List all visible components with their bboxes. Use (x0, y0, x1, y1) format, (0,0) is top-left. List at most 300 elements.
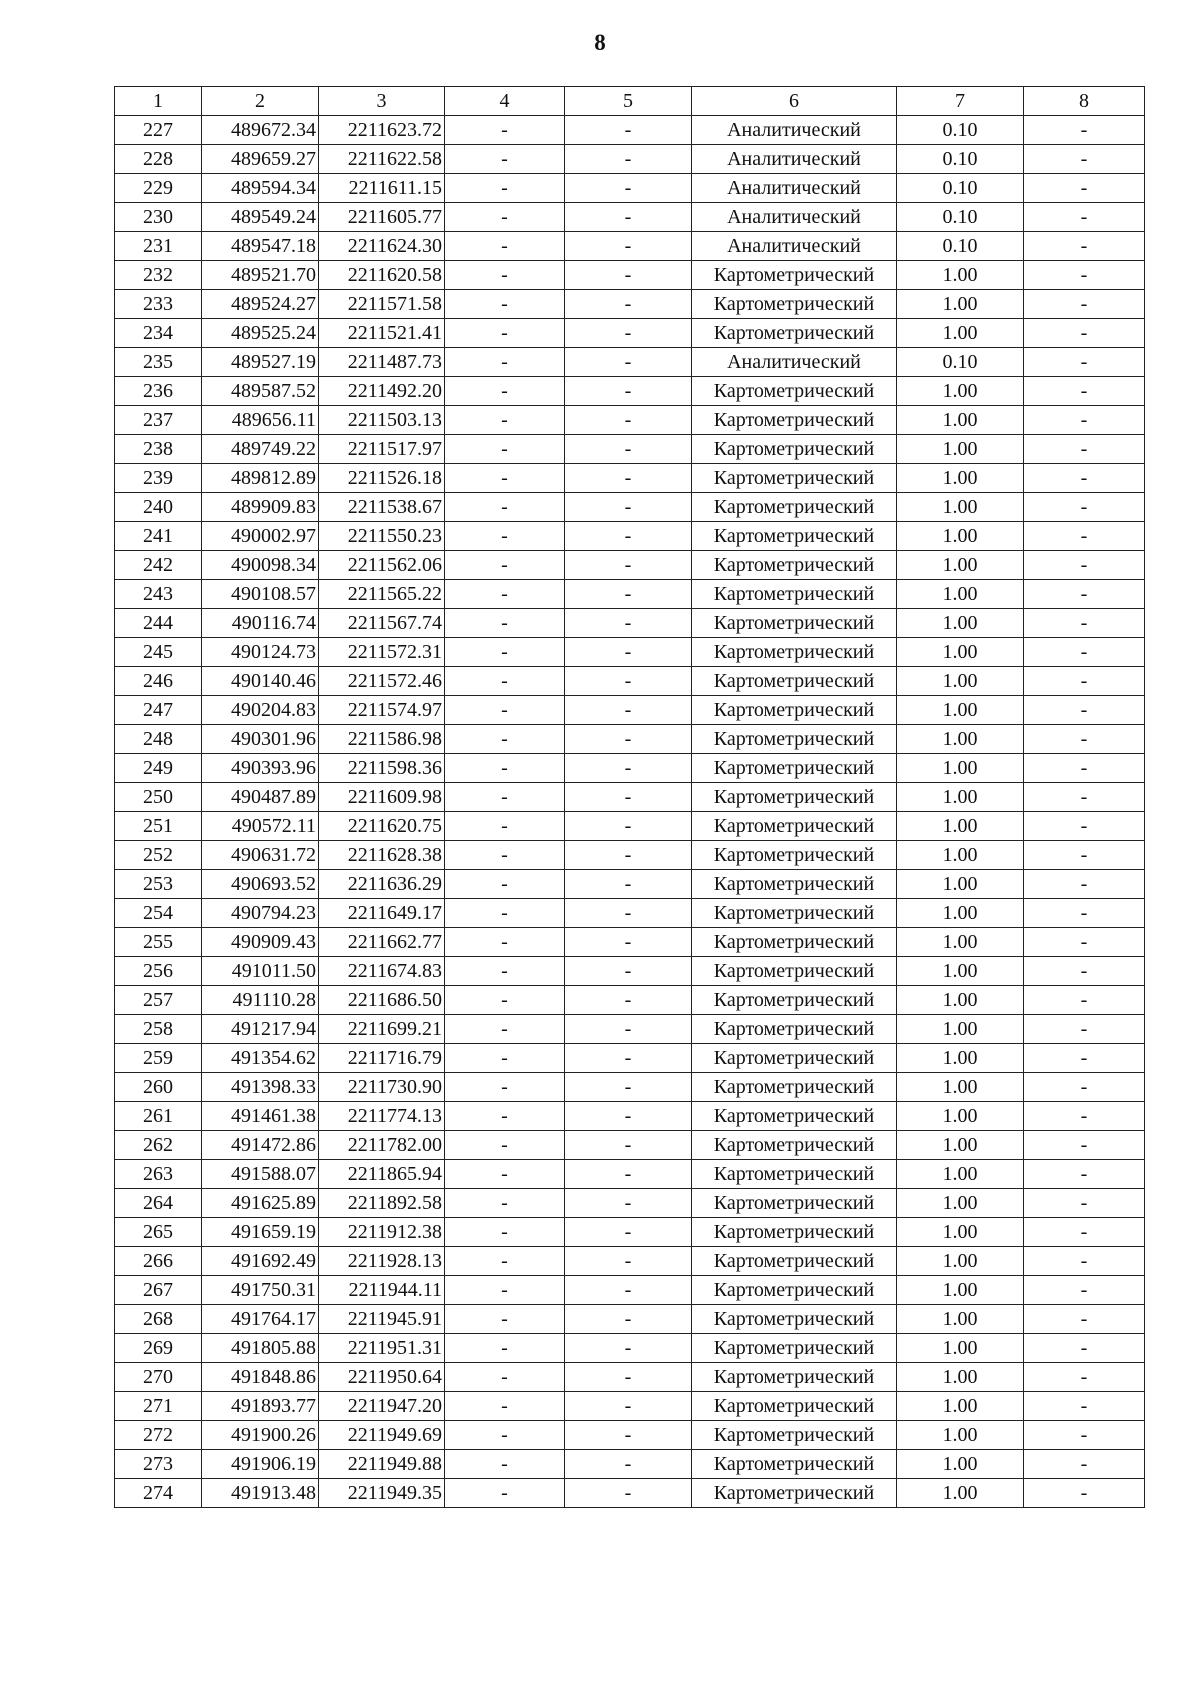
column-5-cell: - (565, 493, 692, 522)
method-cell: Картометрический (692, 377, 897, 406)
y-coordinate-cell: 2211949.88 (319, 1450, 445, 1479)
column-header: 4 (445, 87, 565, 116)
column-5-cell: - (565, 464, 692, 493)
column-4-cell: - (445, 203, 565, 232)
x-coordinate-cell: 491805.88 (202, 1334, 319, 1363)
x-coordinate-cell: 491913.48 (202, 1479, 319, 1508)
column-5-cell: - (565, 928, 692, 957)
column-5-cell: - (565, 899, 692, 928)
column-5-cell: - (565, 696, 692, 725)
method-cell: Картометрический (692, 1363, 897, 1392)
x-coordinate-cell: 491659.19 (202, 1218, 319, 1247)
point-number-cell: 232 (115, 261, 202, 290)
column-header: 1 (115, 87, 202, 116)
table-row (115, 1276, 1145, 1305)
table-row (115, 928, 1145, 957)
precision-cell: 1.00 (897, 928, 1024, 957)
x-coordinate-cell: 491906.19 (202, 1450, 319, 1479)
y-coordinate-cell: 2211503.13 (319, 406, 445, 435)
x-coordinate-cell: 490794.23 (202, 899, 319, 928)
column-5-cell: - (565, 812, 692, 841)
column-4-cell: - (445, 116, 565, 145)
column-8-cell: - (1024, 1363, 1145, 1392)
method-cell: Аналитический (692, 116, 897, 145)
table-row (115, 319, 1145, 348)
column-5-cell: - (565, 1363, 692, 1392)
column-8-cell: - (1024, 1305, 1145, 1334)
table-row (115, 1189, 1145, 1218)
column-8-cell: - (1024, 638, 1145, 667)
point-number-cell: 247 (115, 696, 202, 725)
point-number-cell: 246 (115, 667, 202, 696)
method-cell: Картометрический (692, 1479, 897, 1508)
table-row (115, 783, 1145, 812)
method-cell: Картометрический (692, 406, 897, 435)
x-coordinate-cell: 489656.11 (202, 406, 319, 435)
column-4-cell: - (445, 406, 565, 435)
column-5-cell: - (565, 1450, 692, 1479)
precision-cell: 1.00 (897, 580, 1024, 609)
point-number-cell: 268 (115, 1305, 202, 1334)
column-4-cell: - (445, 841, 565, 870)
x-coordinate-cell: 489812.89 (202, 464, 319, 493)
table-row (115, 899, 1145, 928)
column-8-cell: - (1024, 1421, 1145, 1450)
precision-cell: 1.00 (897, 696, 1024, 725)
method-cell: Картометрический (692, 1015, 897, 1044)
column-4-cell: - (445, 899, 565, 928)
column-5-cell: - (565, 203, 692, 232)
method-cell: Картометрический (692, 319, 897, 348)
x-coordinate-cell: 490631.72 (202, 841, 319, 870)
table-row (115, 261, 1145, 290)
point-number-cell: 266 (115, 1247, 202, 1276)
x-coordinate-cell: 490002.97 (202, 522, 319, 551)
precision-cell: 1.00 (897, 870, 1024, 899)
column-8-cell: - (1024, 1450, 1145, 1479)
precision-cell: 0.10 (897, 232, 1024, 261)
point-number-cell: 258 (115, 1015, 202, 1044)
y-coordinate-cell: 2211622.58 (319, 145, 445, 174)
table-row (115, 580, 1145, 609)
method-cell: Картометрический (692, 1450, 897, 1479)
precision-cell: 1.00 (897, 522, 1024, 551)
column-4-cell: - (445, 1305, 565, 1334)
column-8-cell: - (1024, 406, 1145, 435)
column-4-cell: - (445, 1363, 565, 1392)
x-coordinate-cell: 491110.28 (202, 986, 319, 1015)
column-8-cell: - (1024, 116, 1145, 145)
method-cell: Аналитический (692, 348, 897, 377)
method-cell: Картометрический (692, 435, 897, 464)
column-4-cell: - (445, 754, 565, 783)
precision-cell: 1.00 (897, 899, 1024, 928)
column-5-cell: - (565, 957, 692, 986)
x-coordinate-cell: 490204.83 (202, 696, 319, 725)
column-8-cell: - (1024, 1015, 1145, 1044)
column-4-cell: - (445, 725, 565, 754)
precision-cell: 1.00 (897, 377, 1024, 406)
column-4-cell: - (445, 1450, 565, 1479)
column-4-cell: - (445, 522, 565, 551)
precision-cell: 0.10 (897, 203, 1024, 232)
column-8-cell: - (1024, 754, 1145, 783)
table-row (115, 1363, 1145, 1392)
column-4-cell: - (445, 377, 565, 406)
table-row (115, 1131, 1145, 1160)
y-coordinate-cell: 2211945.91 (319, 1305, 445, 1334)
column-4-cell: - (445, 1479, 565, 1508)
x-coordinate-cell: 491011.50 (202, 957, 319, 986)
x-coordinate-cell: 491900.26 (202, 1421, 319, 1450)
point-number-cell: 254 (115, 899, 202, 928)
point-number-cell: 237 (115, 406, 202, 435)
column-5-cell: - (565, 1189, 692, 1218)
column-8-cell: - (1024, 957, 1145, 986)
y-coordinate-cell: 2211565.22 (319, 580, 445, 609)
point-number-cell: 230 (115, 203, 202, 232)
column-5-cell: - (565, 1015, 692, 1044)
precision-cell: 1.00 (897, 1015, 1024, 1044)
column-4-cell: - (445, 986, 565, 1015)
x-coordinate-cell: 491472.86 (202, 1131, 319, 1160)
x-coordinate-cell: 490140.46 (202, 667, 319, 696)
x-coordinate-cell: 490393.96 (202, 754, 319, 783)
column-8-cell: - (1024, 870, 1145, 899)
precision-cell: 1.00 (897, 1247, 1024, 1276)
point-number-cell: 259 (115, 1044, 202, 1073)
precision-cell: 1.00 (897, 1131, 1024, 1160)
precision-cell: 1.00 (897, 464, 1024, 493)
column-4-cell: - (445, 435, 565, 464)
column-4-cell: - (445, 1189, 565, 1218)
y-coordinate-cell: 2211521.41 (319, 319, 445, 348)
method-cell: Картометрический (692, 464, 897, 493)
method-cell: Картометрический (692, 812, 897, 841)
column-4-cell: - (445, 1276, 565, 1305)
column-5-cell: - (565, 725, 692, 754)
point-number-cell: 252 (115, 841, 202, 870)
precision-cell: 1.00 (897, 1189, 1024, 1218)
column-4-cell: - (445, 609, 565, 638)
column-4-cell: - (445, 1044, 565, 1073)
column-4-cell: - (445, 928, 565, 957)
column-8-cell: - (1024, 319, 1145, 348)
point-number-cell: 260 (115, 1073, 202, 1102)
precision-cell: 1.00 (897, 725, 1024, 754)
coordinates-table (114, 86, 1145, 1508)
column-8-cell: - (1024, 609, 1145, 638)
point-number-cell: 269 (115, 1334, 202, 1363)
precision-cell: 1.00 (897, 1276, 1024, 1305)
column-4-cell: - (445, 1421, 565, 1450)
table-row (115, 957, 1145, 986)
column-4-cell: - (445, 1073, 565, 1102)
column-8-cell: - (1024, 435, 1145, 464)
point-number-cell: 271 (115, 1392, 202, 1421)
method-cell: Картометрический (692, 609, 897, 638)
column-5-cell: - (565, 522, 692, 551)
precision-cell: 1.00 (897, 609, 1024, 638)
x-coordinate-cell: 489549.24 (202, 203, 319, 232)
column-4-cell: - (445, 580, 565, 609)
precision-cell: 1.00 (897, 667, 1024, 696)
column-4-cell: - (445, 638, 565, 667)
x-coordinate-cell: 491461.38 (202, 1102, 319, 1131)
point-number-cell: 238 (115, 435, 202, 464)
point-number-cell: 250 (115, 783, 202, 812)
column-4-cell: - (445, 1160, 565, 1189)
column-5-cell: - (565, 667, 692, 696)
y-coordinate-cell: 2211662.77 (319, 928, 445, 957)
precision-cell: 1.00 (897, 290, 1024, 319)
x-coordinate-cell: 490572.11 (202, 812, 319, 841)
column-5-cell: - (565, 1305, 692, 1334)
column-8-cell: - (1024, 812, 1145, 841)
method-cell: Картометрический (692, 1305, 897, 1334)
y-coordinate-cell: 2211730.90 (319, 1073, 445, 1102)
column-8-cell: - (1024, 464, 1145, 493)
column-4-cell: - (445, 1131, 565, 1160)
column-5-cell: - (565, 116, 692, 145)
column-8-cell: - (1024, 986, 1145, 1015)
y-coordinate-cell: 2211949.35 (319, 1479, 445, 1508)
precision-cell: 0.10 (897, 145, 1024, 174)
point-number-cell: 248 (115, 725, 202, 754)
column-8-cell: - (1024, 348, 1145, 377)
point-number-cell: 264 (115, 1189, 202, 1218)
column-8-cell: - (1024, 1479, 1145, 1508)
column-5-cell: - (565, 754, 692, 783)
x-coordinate-cell: 490098.34 (202, 551, 319, 580)
table-body (115, 116, 1145, 1508)
column-8-cell: - (1024, 1131, 1145, 1160)
table-row (115, 1073, 1145, 1102)
point-number-cell: 255 (115, 928, 202, 957)
column-8-cell: - (1024, 1334, 1145, 1363)
x-coordinate-cell: 490301.96 (202, 725, 319, 754)
point-number-cell: 229 (115, 174, 202, 203)
precision-cell: 1.00 (897, 1334, 1024, 1363)
column-5-cell: - (565, 870, 692, 899)
point-number-cell: 244 (115, 609, 202, 638)
precision-cell: 1.00 (897, 1450, 1024, 1479)
table-row (115, 609, 1145, 638)
column-4-cell: - (445, 348, 565, 377)
table-row (115, 870, 1145, 899)
column-8-cell: - (1024, 899, 1145, 928)
column-8-cell: - (1024, 580, 1145, 609)
point-number-cell: 262 (115, 1131, 202, 1160)
point-number-cell: 228 (115, 145, 202, 174)
column-5-cell: - (565, 145, 692, 174)
column-5-cell: - (565, 1334, 692, 1363)
method-cell: Картометрический (692, 1392, 897, 1421)
y-coordinate-cell: 2211949.69 (319, 1421, 445, 1450)
column-5-cell: - (565, 232, 692, 261)
column-5-cell: - (565, 841, 692, 870)
precision-cell: 1.00 (897, 319, 1024, 348)
column-8-cell: - (1024, 377, 1145, 406)
column-5-cell: - (565, 1218, 692, 1247)
y-coordinate-cell: 2211686.50 (319, 986, 445, 1015)
y-coordinate-cell: 2211550.23 (319, 522, 445, 551)
column-4-cell: - (445, 493, 565, 522)
column-5-cell: - (565, 290, 692, 319)
column-8-cell: - (1024, 203, 1145, 232)
precision-cell: 1.00 (897, 435, 1024, 464)
method-cell: Аналитический (692, 203, 897, 232)
precision-cell: 1.00 (897, 551, 1024, 580)
precision-cell: 1.00 (897, 1218, 1024, 1247)
table-row (115, 841, 1145, 870)
column-5-cell: - (565, 1044, 692, 1073)
precision-cell: 1.00 (897, 957, 1024, 986)
column-5-cell: - (565, 580, 692, 609)
x-coordinate-cell: 489587.52 (202, 377, 319, 406)
x-coordinate-cell: 491692.49 (202, 1247, 319, 1276)
x-coordinate-cell: 491217.94 (202, 1015, 319, 1044)
column-8-cell: - (1024, 1392, 1145, 1421)
point-number-cell: 256 (115, 957, 202, 986)
point-number-cell: 235 (115, 348, 202, 377)
y-coordinate-cell: 2211605.77 (319, 203, 445, 232)
column-5-cell: - (565, 1247, 692, 1276)
point-number-cell: 233 (115, 290, 202, 319)
column-8-cell: - (1024, 928, 1145, 957)
method-cell: Аналитический (692, 232, 897, 261)
column-4-cell: - (445, 783, 565, 812)
table-row (115, 232, 1145, 261)
table-row (115, 290, 1145, 319)
point-number-cell: 272 (115, 1421, 202, 1450)
column-4-cell: - (445, 319, 565, 348)
method-cell: Картометрический (692, 1247, 897, 1276)
precision-cell: 1.00 (897, 986, 1024, 1015)
method-cell: Картометрический (692, 1102, 897, 1131)
column-4-cell: - (445, 464, 565, 493)
point-number-cell: 239 (115, 464, 202, 493)
precision-cell: 1.00 (897, 783, 1024, 812)
column-4-cell: - (445, 870, 565, 899)
x-coordinate-cell: 491625.89 (202, 1189, 319, 1218)
method-cell: Картометрический (692, 783, 897, 812)
column-8-cell: - (1024, 667, 1145, 696)
column-8-cell: - (1024, 1247, 1145, 1276)
column-5-cell: - (565, 1073, 692, 1102)
method-cell: Картометрический (692, 957, 897, 986)
x-coordinate-cell: 491588.07 (202, 1160, 319, 1189)
method-cell: Картометрический (692, 1131, 897, 1160)
column-5-cell: - (565, 348, 692, 377)
table-row (115, 725, 1145, 754)
point-number-cell: 273 (115, 1450, 202, 1479)
table-row (115, 1044, 1145, 1073)
column-8-cell: - (1024, 1189, 1145, 1218)
column-8-cell: - (1024, 174, 1145, 203)
x-coordinate-cell: 489547.18 (202, 232, 319, 261)
point-number-cell: 274 (115, 1479, 202, 1508)
column-8-cell: - (1024, 1102, 1145, 1131)
x-coordinate-cell: 490108.57 (202, 580, 319, 609)
y-coordinate-cell: 2211782.00 (319, 1131, 445, 1160)
column-8-cell: - (1024, 696, 1145, 725)
point-number-cell: 253 (115, 870, 202, 899)
method-cell: Картометрический (692, 841, 897, 870)
column-8-cell: - (1024, 232, 1145, 261)
x-coordinate-cell: 489525.24 (202, 319, 319, 348)
column-4-cell: - (445, 1334, 565, 1363)
method-cell: Картометрический (692, 754, 897, 783)
method-cell: Картометрический (692, 696, 897, 725)
column-5-cell: - (565, 406, 692, 435)
precision-cell: 1.00 (897, 841, 1024, 870)
table-row (115, 1334, 1145, 1363)
column-5-cell: - (565, 1276, 692, 1305)
column-8-cell: - (1024, 1044, 1145, 1073)
column-4-cell: - (445, 1392, 565, 1421)
column-8-cell: - (1024, 725, 1145, 754)
column-header: 5 (565, 87, 692, 116)
precision-cell: 1.00 (897, 812, 1024, 841)
x-coordinate-cell: 489594.34 (202, 174, 319, 203)
precision-cell: 1.00 (897, 261, 1024, 290)
point-number-cell: 257 (115, 986, 202, 1015)
y-coordinate-cell: 2211526.18 (319, 464, 445, 493)
table-row (115, 551, 1145, 580)
precision-cell: 1.00 (897, 1363, 1024, 1392)
method-cell: Аналитический (692, 145, 897, 174)
y-coordinate-cell: 2211623.72 (319, 116, 445, 145)
table-row (115, 1421, 1145, 1450)
precision-cell: 1.00 (897, 1421, 1024, 1450)
method-cell: Картометрический (692, 1276, 897, 1305)
table-row (115, 203, 1145, 232)
column-4-cell: - (445, 261, 565, 290)
method-cell: Картометрический (692, 580, 897, 609)
column-5-cell: - (565, 319, 692, 348)
column-4-cell: - (445, 232, 565, 261)
x-coordinate-cell: 491848.86 (202, 1363, 319, 1392)
y-coordinate-cell: 2211624.30 (319, 232, 445, 261)
method-cell: Картометрический (692, 1073, 897, 1102)
y-coordinate-cell: 2211947.20 (319, 1392, 445, 1421)
y-coordinate-cell: 2211586.98 (319, 725, 445, 754)
y-coordinate-cell: 2211892.58 (319, 1189, 445, 1218)
x-coordinate-cell: 489909.83 (202, 493, 319, 522)
precision-cell: 1.00 (897, 1044, 1024, 1073)
column-5-cell: - (565, 377, 692, 406)
column-5-cell: - (565, 783, 692, 812)
method-cell: Картометрический (692, 899, 897, 928)
column-8-cell: - (1024, 783, 1145, 812)
column-8-cell: - (1024, 1218, 1145, 1247)
table-row (115, 522, 1145, 551)
y-coordinate-cell: 2211865.94 (319, 1160, 445, 1189)
y-coordinate-cell: 2211572.31 (319, 638, 445, 667)
table-row (115, 145, 1145, 174)
column-8-cell: - (1024, 841, 1145, 870)
column-4-cell: - (445, 551, 565, 580)
method-cell: Картометрический (692, 261, 897, 290)
point-number-cell: 251 (115, 812, 202, 841)
point-number-cell: 270 (115, 1363, 202, 1392)
y-coordinate-cell: 2211674.83 (319, 957, 445, 986)
y-coordinate-cell: 2211492.20 (319, 377, 445, 406)
x-coordinate-cell: 491398.33 (202, 1073, 319, 1102)
column-5-cell: - (565, 1160, 692, 1189)
y-coordinate-cell: 2211628.38 (319, 841, 445, 870)
